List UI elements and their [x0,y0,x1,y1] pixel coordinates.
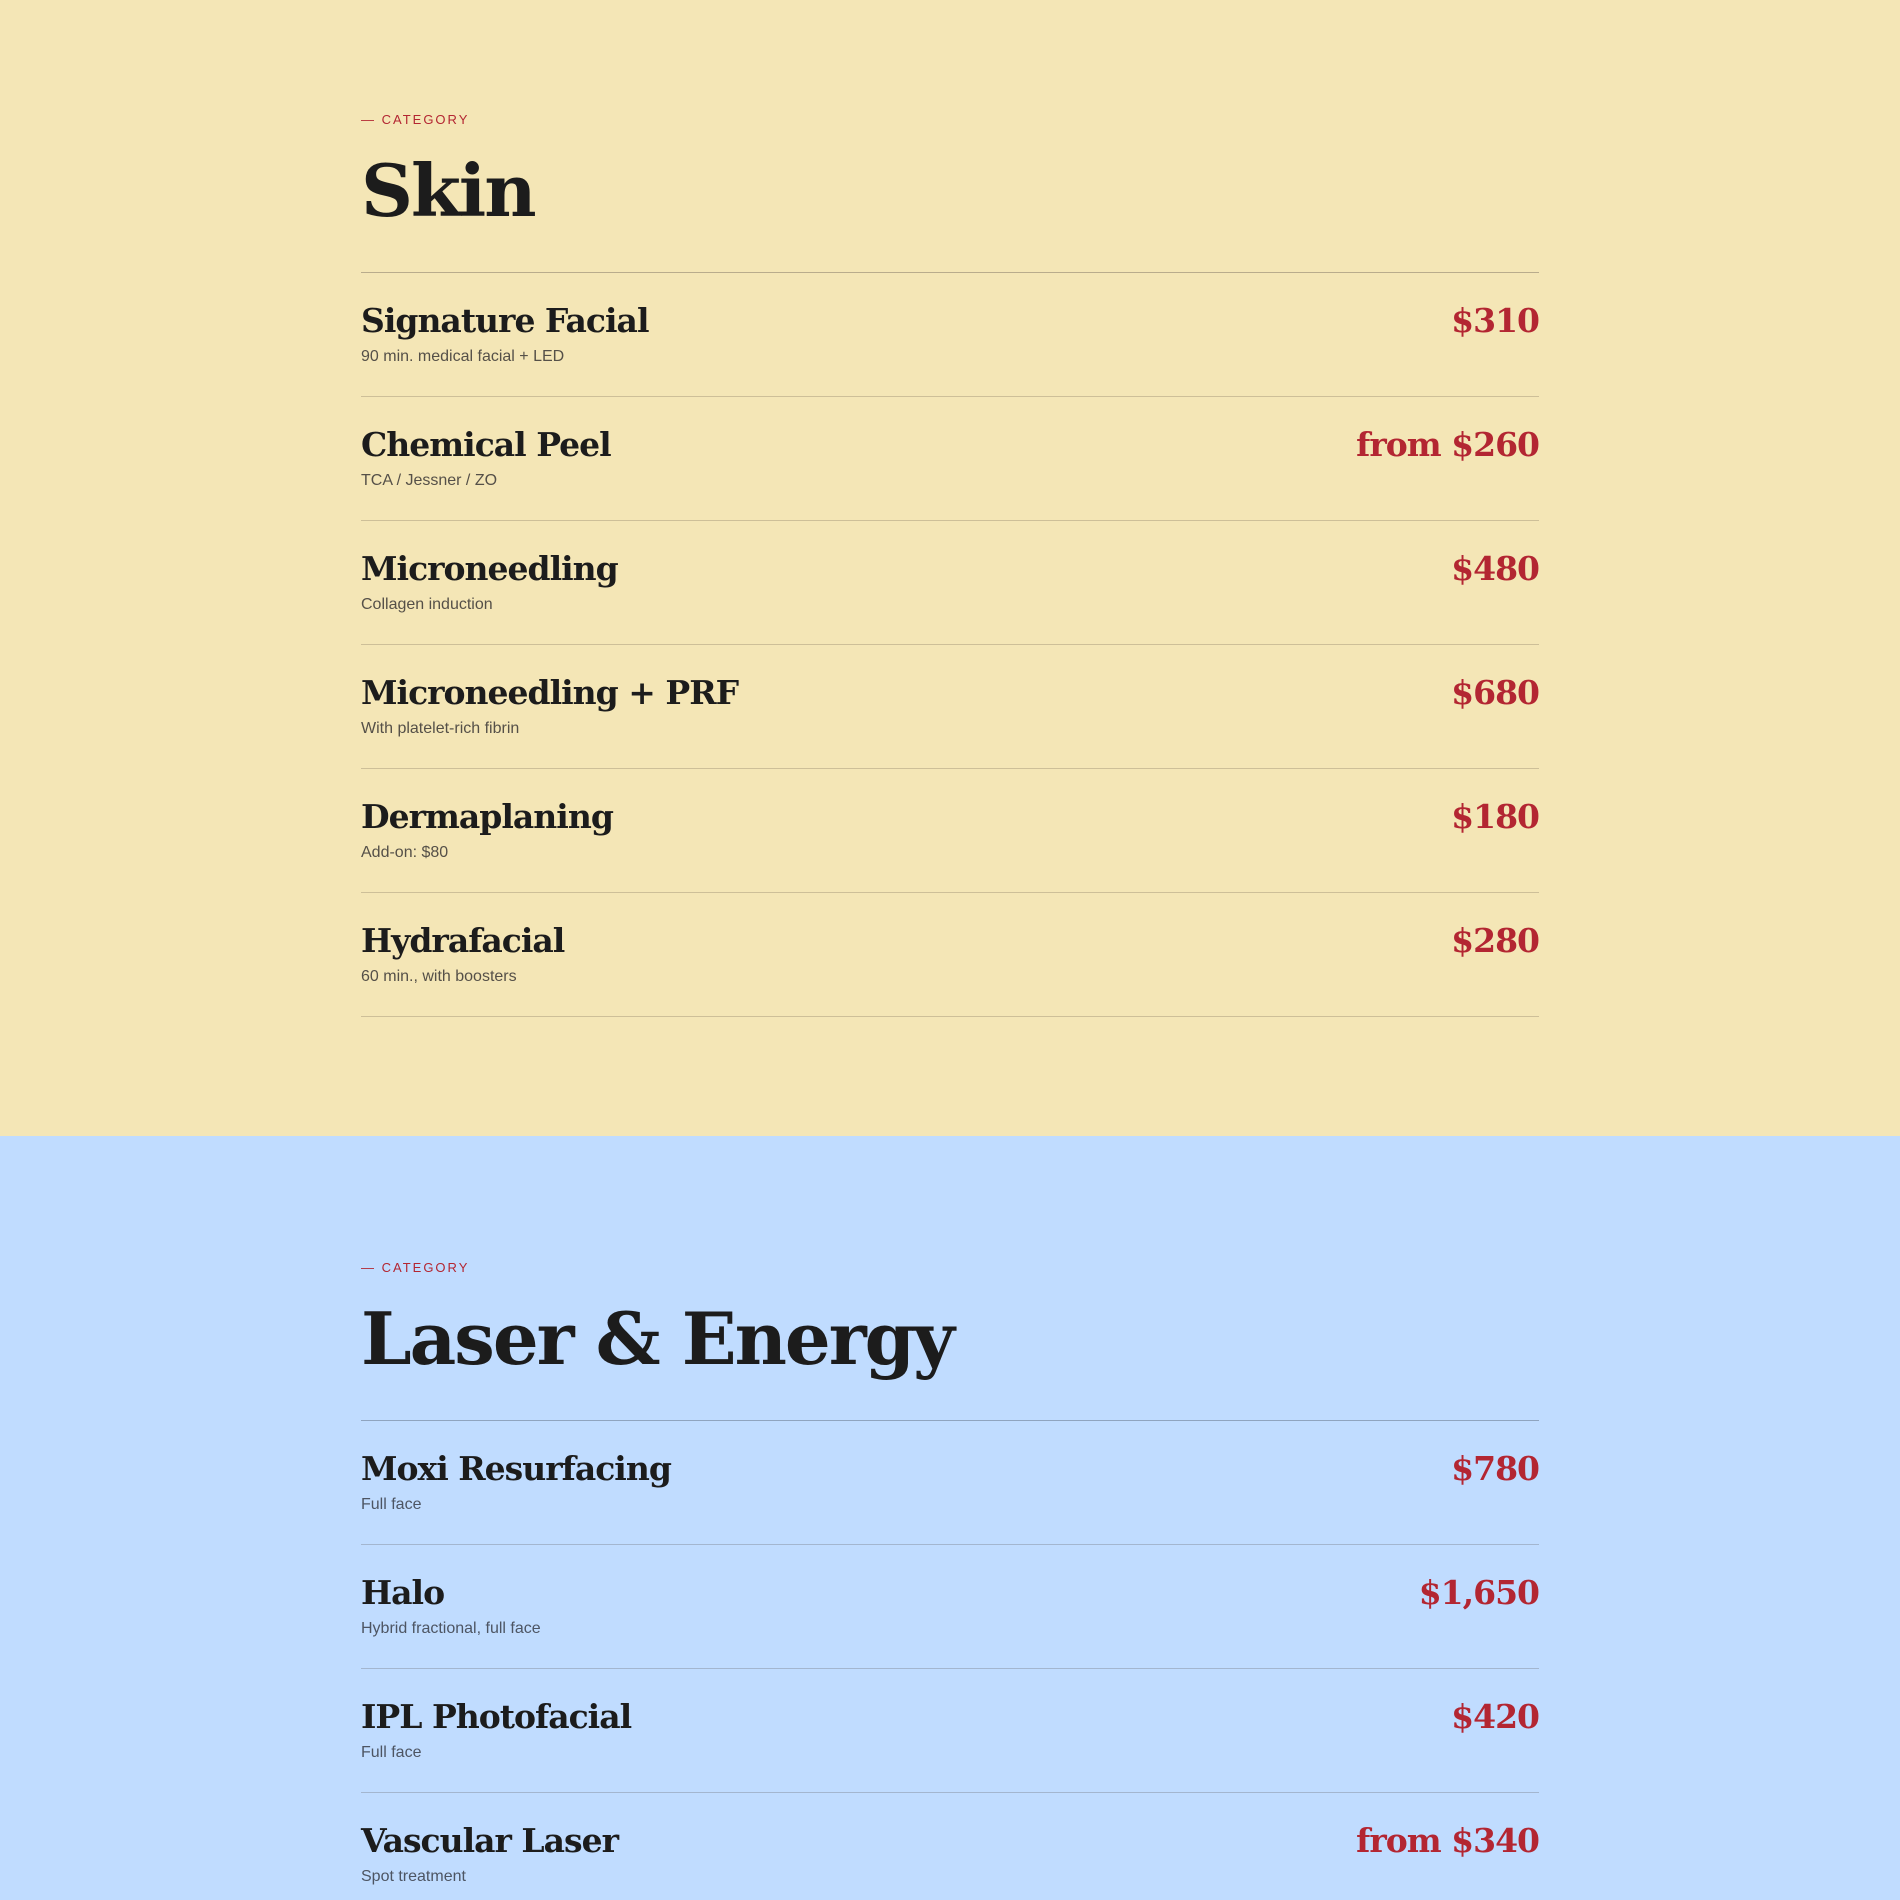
service-price: $480 [1451,549,1539,588]
service-description: 60 min., with boosters [361,968,517,985]
service-name: Halo [361,1573,445,1612]
category-kicker: — CATEGORY [361,112,470,127]
service-info [361,1449,671,1515]
service-name: Chemical Peel [361,425,611,464]
service-list [361,1420,1539,1900]
service-row [361,273,1539,397]
service-description: Hybrid fractional, full face [361,1620,541,1637]
category-section-laser-energy [0,1136,1900,1900]
service-price: $280 [1451,921,1539,960]
category-content [361,113,1539,1017]
service-price: from $260 [1356,425,1539,464]
service-info [361,301,648,367]
service-row [361,1421,1539,1545]
service-info [361,921,564,987]
service-name: Signature Facial [361,301,649,340]
service-description: Full face [361,1496,422,1513]
service-description: Spot treatment [361,1868,466,1885]
service-description: Full face [361,1744,422,1761]
service-name: Microneedling + PRF [361,673,739,712]
service-name: Hydrafacial [361,921,565,960]
service-row [361,1793,1539,1900]
service-info [361,425,611,491]
service-row [361,1669,1539,1793]
category-content [361,1261,1539,1900]
service-description: 90 min. medical facial + LED [361,348,565,365]
service-name: Moxi Resurfacing [361,1449,671,1488]
service-name: Vascular Laser [361,1821,618,1860]
service-price: $310 [1451,301,1539,340]
service-row [361,645,1539,769]
service-info [361,549,618,615]
service-info [361,1573,541,1639]
service-info [361,673,738,739]
service-description: With platelet-rich fibrin [361,720,520,737]
service-name: Microneedling [361,549,618,588]
service-info [361,797,613,863]
service-row [361,521,1539,645]
category-kicker: — CATEGORY [361,1260,470,1275]
category-title: Skin [361,148,535,233]
service-info [361,1821,618,1887]
service-name: IPL Photofacial [361,1697,632,1736]
service-row [361,397,1539,521]
service-price: $680 [1451,673,1539,712]
service-list [361,272,1539,1017]
service-row [361,893,1539,1017]
service-description: Add-on: $80 [361,844,449,861]
service-price: $1,650 [1418,1573,1539,1612]
service-price: $780 [1451,1449,1539,1488]
service-name: Dermaplaning [361,797,613,836]
service-price: $420 [1451,1697,1539,1736]
service-price: $180 [1451,797,1539,836]
service-price: from $340 [1356,1821,1539,1860]
service-row [361,769,1539,893]
category-title: Laser & Energy [361,1296,953,1381]
service-row [361,1545,1539,1669]
service-info [361,1697,631,1763]
service-description: Collagen induction [361,596,493,613]
service-description: TCA / Jessner / ZO [361,472,498,489]
